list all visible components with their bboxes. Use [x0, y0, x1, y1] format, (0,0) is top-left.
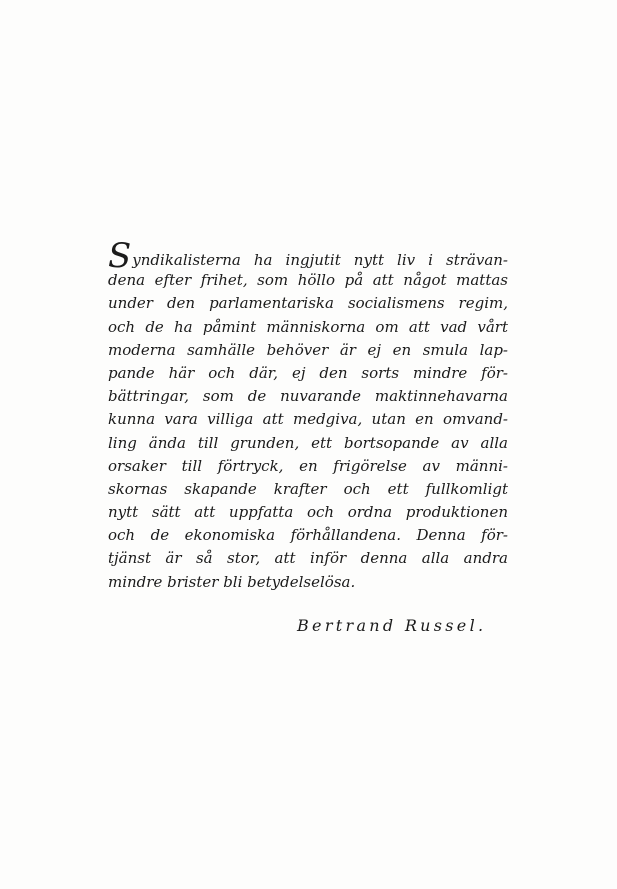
- quote-line: orsaker till förtryck, en frigörelse av männi-: [108, 456, 508, 475]
- author-signature: Bertrand Russel.: [297, 616, 487, 635]
- quote-first-line-text: yndikalisterna ha ingjutit nytt liv i strävan-: [132, 251, 508, 269]
- quote-line: mindre brister bli betydelselösa.: [108, 572, 356, 591]
- quote-line: ling ända till grunden, ett bortsopande av alla: [108, 433, 508, 452]
- quote-line: nytt sätt att uppfatta och ordna produktionen: [108, 503, 508, 522]
- quote-line: [108, 236, 508, 276]
- quote-line: tjänst är så stor, att inför denna alla andra: [108, 549, 508, 568]
- quote-line: moderna samhälle behöver är ej en smula lap-: [108, 340, 508, 359]
- quote-line: under den parlamentariska socialismens regim,: [108, 294, 508, 313]
- drop-cap: S: [108, 236, 132, 276]
- quote-line: pande här och där, ej den sorts mindre för-: [108, 363, 508, 382]
- quote-line: bättringar, som de nuvarande maktinnehavarna: [108, 387, 508, 406]
- quote-line: och de ha påmint människorna om att vad vårt: [108, 317, 508, 336]
- quote-line: kunna vara villiga att medgiva, utan en omvand-: [108, 410, 508, 429]
- quote-line: och de ekonomiska förhållandena. Denna för-: [108, 526, 508, 545]
- quote-paragraph: [108, 236, 508, 594]
- quote-line: dena efter frihet, som höllo på att något mattas: [108, 271, 508, 290]
- quote-line: skornas skapande krafter och ett fullkomligt: [108, 479, 508, 498]
